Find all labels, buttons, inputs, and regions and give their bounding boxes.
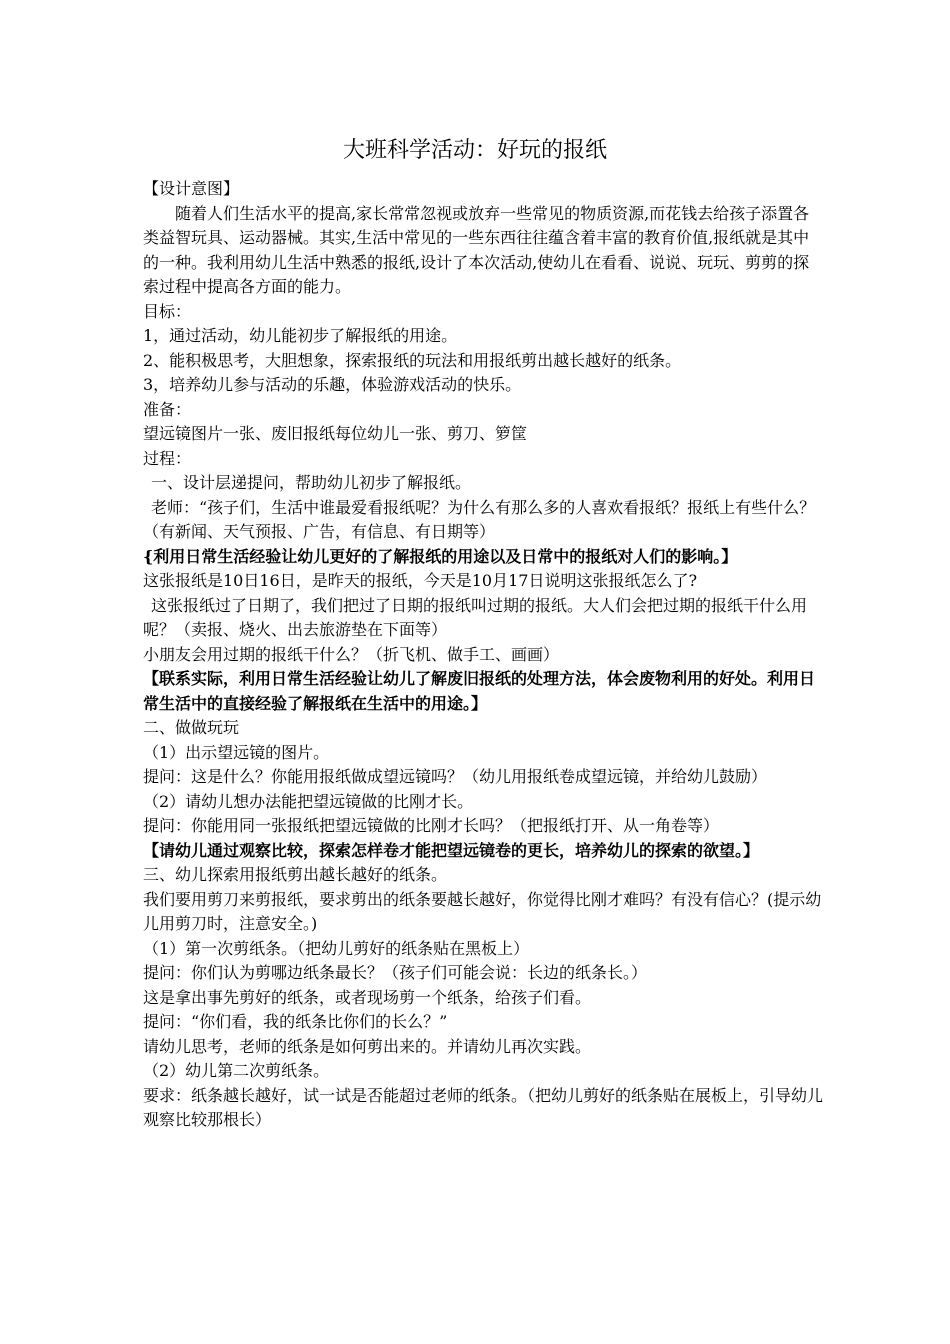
teacher-question-paragraph: 老师：“孩子们，生活中谁最爱看报纸呢？为什么有那么多的人喜欢看报纸？报纸上有些什么？（有新闻、天气预报、广告，有信息、有日期等） <box>143 497 816 541</box>
process-step-1-heading: 一、设计层递提问，帮助幼儿初步了解报纸。 <box>151 473 472 492</box>
question-compare-strip: 提问：“你们看，我的纸条比你们的长么？” <box>143 1012 448 1031</box>
goal-item-2: 2、能积极思考，大胆想象，探索报纸的玩法和用报纸剪出越长越好的纸条。 <box>143 350 682 370</box>
section-heading-goals: 目标： <box>143 301 192 321</box>
section-heading-preparation: 准备： <box>143 399 192 419</box>
process-step-3-heading: 三、幼儿探索用报纸剪出越长越好的纸条。 <box>143 865 448 884</box>
paragraph-design-intent: 随着人们生活水平的提高,家长常常忽视或放弃一些常见的物质资源,而花钱去给孩子添置各类益智玩具、运动器械。其实,生活中常见的一些东西往往蕴含着丰富的教育价值,报纸就是其中的一种。我利用幼儿生活中熟悉的报纸,设计了本次活动,使幼儿在看看、说说、玩玩、剪剪的探索过程中提高各方面的能力。 <box>143 203 810 296</box>
section-heading-design-intent: 【设计意图】 <box>143 179 240 198</box>
question-longest-strip: 提问：你们认为剪哪边纸条最长？（孩子们可能会说：长边的纸条长。） <box>143 963 648 982</box>
bold-note-1: {利用日常生活经验让幼儿更好的了解报纸的用途以及日常中的报纸对人们的影响。】 <box>143 546 738 566</box>
think-and-practice-paragraph: 请幼儿思考，老师的纸条是如何剪出来的。并请幼儿再次实践。 <box>143 1036 592 1056</box>
question-telescope: 提问：这是什么？你能用报纸做成望远镜吗？（幼儿用报纸卷成望远镜，并给幼儿鼓励） <box>143 767 768 786</box>
scissors-instruction-paragraph: 我们要用剪刀来剪报纸，要求剪出的纸条要越长越好，你觉得比刚才难吗？有没有信心？(提示幼儿用剪刀时，注意安全。) <box>143 889 822 933</box>
section-heading-process: 过程： <box>143 448 192 468</box>
question-longer-telescope: 提问：你能用同一张报纸把望远镜做的比刚才长吗？（把报纸打开、从一角卷等） <box>143 816 720 835</box>
substep-show-telescope: （1）出示望远镜的图片。 <box>143 742 330 762</box>
teacher-demo-paragraph: 这是拿出事先剪好的纸条，或者现场剪一个纸条，给孩子们看。 <box>143 987 592 1007</box>
expired-paper-paragraph: 这张报纸过了日期了，我们把过了日期的报纸叫过期的报纸。大人们会把过期的报纸干什么用呢？（卖报、烧火、出去旅游垫在下面等） <box>143 595 808 639</box>
substep-second-cut: （2）幼儿第二次剪纸条。 <box>143 1061 330 1080</box>
requirement-paragraph: 要求：纸条越长越好，试一试是否能超过老师的纸条。（把幼儿剪好的纸条贴在展板上，引导幼儿观察比较那根长） <box>143 1085 824 1129</box>
bold-note-3: 【请幼儿通过观察比较，探索怎样卷才能把望远镜卷的更长，培养幼儿的探索的欲望。】 <box>143 840 760 860</box>
preparation-list: 望远镜图片一张、废旧报纸每位幼儿一张、剪刀、箩筐 <box>143 424 528 443</box>
children-use-paragraph: 小朋友会用过期的报纸干什么？（折飞机、做手工、画画） <box>143 644 560 664</box>
document-title: 大班科学活动：好玩的报纸 <box>342 138 607 163</box>
goal-item-1: 1，通过活动，幼儿能初步了解报纸的用途。 <box>143 326 458 345</box>
goal-item-3: 3，培养幼儿参与活动的乐趣，体验游戏活动的快乐。 <box>143 375 522 394</box>
process-step-2-heading: 二、做做玩玩 <box>143 718 240 737</box>
document-body <box>143 177 823 1133</box>
bold-note-2: 【联系实际，利用日常生活经验让幼儿了解废旧报纸的处理方法，体会废物利用的好处。利用日常生活中的直接经验了解报纸在生活中的用途。】 <box>143 669 816 713</box>
substep-first-cut: （1）第一次剪纸条。（把幼儿剪好的纸条贴在黑板上） <box>143 938 530 958</box>
substep-longer-telescope: （2）请幼儿想办法能把望远镜做的比刚才长。 <box>143 791 474 811</box>
date-question-paragraph: 这张报纸是10日16日，是昨天的报纸，今天是10月17日说明这张报纸怎么了? <box>143 571 698 590</box>
